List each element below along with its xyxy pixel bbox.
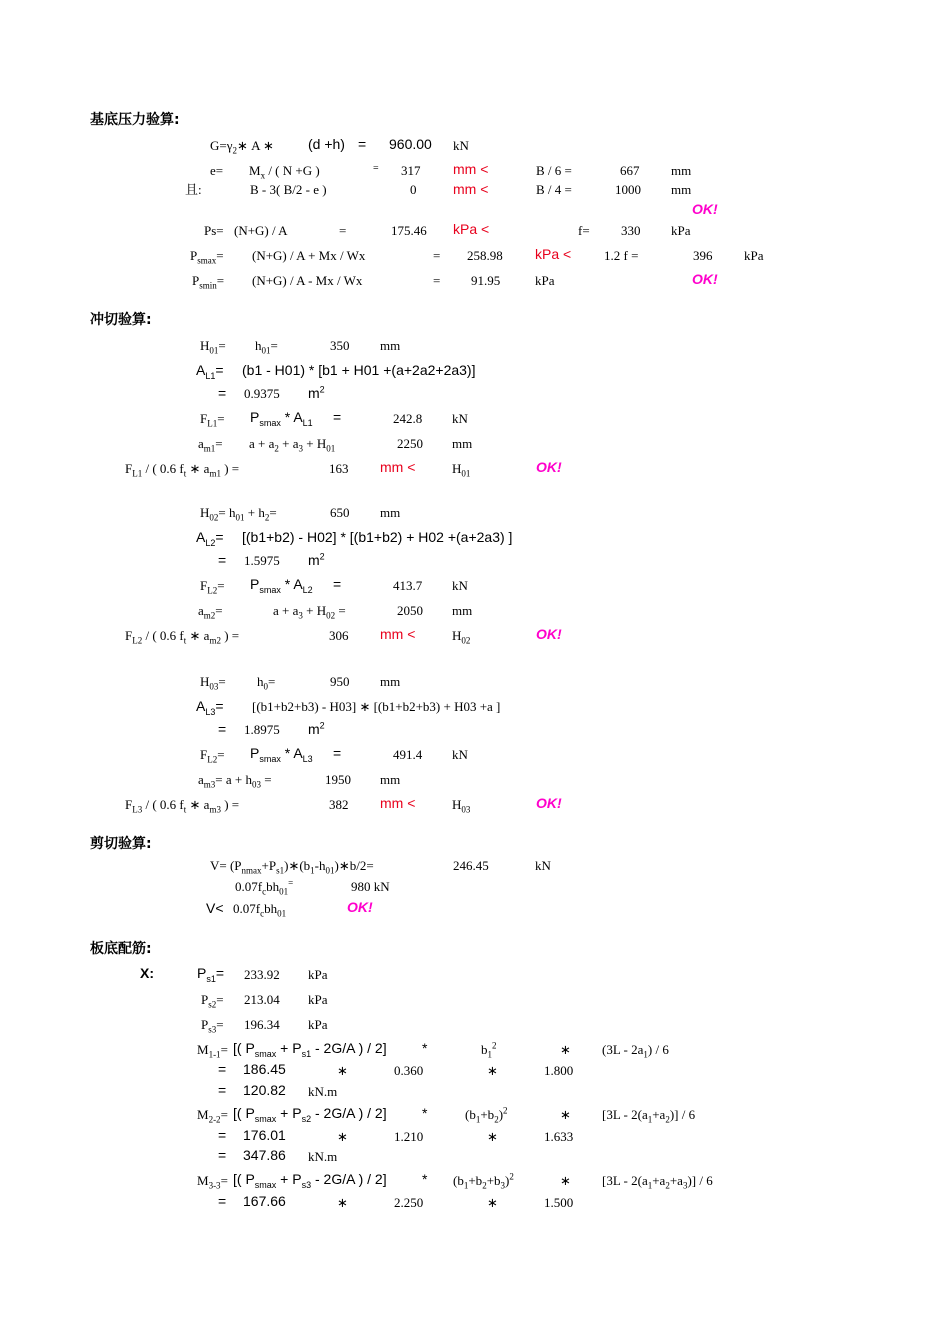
ok-badge-punch-3: OK! <box>536 795 562 811</box>
section-title-shear: 剪切验算: <box>90 836 152 852</box>
AL1-label: $A_{L1}=$ <box>196 362 224 381</box>
punch-check-1-formula: $F_{L1}$ / ( 0.6 $f_t$ ∗ $a_{m1}$ ) = <box>125 461 240 479</box>
H02-unit: mm <box>380 505 401 520</box>
e-formula: $M_x$ / ( N +G ) <box>249 163 320 181</box>
q-compare: mm < <box>453 181 489 197</box>
h0-label: $h_0=$ <box>257 674 276 692</box>
pmin-label: $P_{smin}=$ <box>192 273 225 291</box>
ps3-label: $P_{s3}=$ <box>201 1017 224 1035</box>
ok-badge-shear: OK! <box>347 899 373 915</box>
am1-unit: mm <box>452 436 473 451</box>
q-value: 0 <box>410 182 417 197</box>
H03-value: 950 <box>330 674 350 689</box>
e-value: 317 <box>401 163 421 178</box>
AL3-value: 1.8975 <box>244 722 280 737</box>
ps-compare: kPa < <box>453 221 490 237</box>
V-value: 246.45 <box>453 858 489 873</box>
FL2-value: 413.7 <box>393 578 423 593</box>
punch-check-2-value: 306 <box>329 628 349 643</box>
M2-result: 347.86 <box>243 1147 286 1163</box>
b6-label: B / 6 = <box>536 163 572 178</box>
FL1-equals: = <box>333 409 342 425</box>
q-formula: B - 3( B/2 - e ) <box>250 182 327 197</box>
b6-value: 667 <box>620 163 640 178</box>
ps3-unit: kPa <box>308 1017 328 1032</box>
am2-label: $a_{m2}=$ <box>198 603 223 621</box>
M3-term3-value: 1.500 <box>544 1195 574 1210</box>
f-label: f= <box>578 223 590 238</box>
FL3-unit: kN <box>452 747 468 762</box>
section-title-punching: 冲切验算: <box>90 312 152 328</box>
M2-term1-value: 176.01 <box>243 1127 286 1143</box>
am1-formula: $a + a_2 + a_3 + H_{01}$ <box>249 436 336 454</box>
M2-unit: kN.m <box>308 1149 338 1164</box>
pmax-value: 258.98 <box>467 248 503 263</box>
H03-label: $H_{03}=$ <box>200 674 226 692</box>
qie-label: 且: <box>185 182 202 197</box>
Vc-formula: $0.07f_cbh_{01}^=$ <box>235 877 294 897</box>
AL3-formula: [(b1+b2+b3) - H03] ∗ [(b1+b2+b3) + H03 +a ] <box>252 699 501 714</box>
M1-b-term: $b_1^2$ <box>481 1040 497 1060</box>
H03-unit: mm <box>380 674 401 689</box>
M2-times-3: ∗ <box>337 1129 348 1144</box>
am3-value: 1950 <box>325 772 351 787</box>
AL2-label: $A_{L2}=$ <box>196 529 224 548</box>
M3-term2-value: 2.250 <box>394 1195 424 1210</box>
am1-value: 2250 <box>397 436 423 451</box>
ps1-unit: kPa <box>308 967 328 982</box>
M2-equals-2: = <box>218 1147 227 1163</box>
M1-unit: kN.m <box>308 1084 338 1099</box>
am2-formula: $a + a_3 + H_{02}$ = <box>273 603 346 621</box>
pmax-compare: kPa < <box>535 246 572 262</box>
M3-term1-value: 167.66 <box>243 1193 286 1209</box>
M2-times-1: * <box>422 1105 428 1121</box>
M1-length-term: $(3L - 2a_1) / 6$ <box>602 1042 669 1060</box>
FL3-formula: $P_{smax} * A_{L3}$ <box>250 745 313 764</box>
b4-value: 1000 <box>615 182 641 197</box>
G-value: 960.00 <box>389 136 432 152</box>
am2-unit: mm <box>452 603 473 618</box>
f-unit: kPa <box>671 223 691 238</box>
direction-x-label: X: <box>140 965 154 981</box>
AL2-equals: = <box>218 552 227 568</box>
FL2-label: $F_{L2}=$ <box>200 578 225 596</box>
pmax-label: $P_{smax}=$ <box>190 248 224 266</box>
b4-label: B / 4 = <box>536 182 572 197</box>
section-title-base-pressure: 基底压力验算: <box>90 112 180 128</box>
punch-check-1-compare: mm < <box>380 459 416 475</box>
b6-unit: mm <box>671 163 692 178</box>
e-label: e= <box>210 163 224 178</box>
b4-unit: mm <box>671 182 692 197</box>
AL3-equals: = <box>218 721 227 737</box>
pmin-value: 91.95 <box>471 273 501 288</box>
G-unit: kN <box>453 138 469 153</box>
FL3-value: 491.4 <box>393 747 423 762</box>
punch-check-2-compare: mm < <box>380 626 416 642</box>
M2-label: $M_{2-2}=$ <box>197 1107 228 1125</box>
ok-badge-punch-1: OK! <box>536 459 562 475</box>
H01-unit: mm <box>380 338 401 353</box>
punch-check-2-limit: $H_{02}$ <box>452 628 471 646</box>
ok-badge-punch-2: OK! <box>536 626 562 642</box>
M3-times-3: ∗ <box>337 1195 348 1210</box>
punch-check-3-value: 382 <box>329 797 349 812</box>
AL2-unit: $m^2$ <box>308 551 325 568</box>
punch-check-1-value: 163 <box>329 461 349 476</box>
section-title-reinforcement: 板底配筋: <box>90 941 152 957</box>
AL2-formula: [(b1+b2) - H02] * [(b1+b2) + H02 +(a+2a3) ] <box>242 529 513 545</box>
FL2-formula: $P_{smax} * A_{L2}$ <box>250 576 313 595</box>
ps-value: 175.46 <box>391 223 427 238</box>
M2-b-term: $(b_1+b_2)^2$ <box>465 1105 508 1125</box>
M2-term2-value: 1.210 <box>394 1129 424 1144</box>
M1-term1-value: 186.45 <box>243 1061 286 1077</box>
M3-b-term: $(b_1+b_2+b_3)^2$ <box>453 1171 514 1191</box>
M1-times-1: * <box>422 1040 428 1056</box>
M1-times-4: ∗ <box>487 1063 498 1078</box>
M3-times-1: * <box>422 1171 428 1187</box>
punch-check-1-limit: $H_{01}$ <box>452 461 471 479</box>
M3-label: $M_{3-3}=$ <box>197 1173 228 1191</box>
ps2-label: $P_{s2}=$ <box>201 992 224 1010</box>
ps-equals: = <box>339 223 347 238</box>
M2-equals-1: = <box>218 1127 227 1143</box>
M3-length-term: $[3L - 2(a_1+a_2+a_3)] / 6$ <box>602 1173 713 1191</box>
ok-badge-pressure: OK! <box>692 271 718 287</box>
ps2-unit: kPa <box>308 992 328 1007</box>
M2-formula: [( $P_{smax} + P_{s2} - 2G/A$ ) / 2] <box>233 1105 387 1124</box>
AL1-value: 0.9375 <box>244 386 280 401</box>
pmin-equals: = <box>433 273 441 288</box>
M1-result: 120.82 <box>243 1082 286 1098</box>
FL2-equals: = <box>333 576 342 592</box>
M1-term2-value: 0.360 <box>394 1063 424 1078</box>
G-equals: = <box>358 136 367 152</box>
AL2-value: 1.5975 <box>244 553 280 568</box>
FL1-value: 242.8 <box>393 411 423 426</box>
H02-value: 650 <box>330 505 350 520</box>
M1-times-3: ∗ <box>337 1063 348 1078</box>
M1-label: $M_{1-1}=$ <box>197 1042 228 1060</box>
M2-times-2: ∗ <box>560 1107 571 1122</box>
H01-label: $H_{01}=$ <box>200 338 226 356</box>
FL3-label: $F_{L2}=$ <box>200 747 225 765</box>
FL1-formula: $P_{smax} * A_{L1}$ <box>250 409 313 428</box>
ps1-label: $P_{s1}=$ <box>197 965 225 984</box>
V-check-formula: $0.07f_cbh_{01}$ <box>233 901 287 919</box>
ps-formula: (N+G) / A <box>234 223 288 238</box>
Vc-value: 980 kN <box>351 879 390 894</box>
M2-times-4: ∗ <box>487 1129 498 1144</box>
FL1-label: $F_{L1}=$ <box>200 411 225 429</box>
V-check-label: V< <box>206 900 224 916</box>
M3-formula: [( $P_{smax} + P_{s3} - 2G/A$ ) / 2] <box>233 1171 387 1190</box>
pmax-equals: = <box>433 248 441 263</box>
M2-length-term: $[3L - 2(a_1+a_2)] / 6$ <box>602 1107 696 1125</box>
punch-check-3-compare: mm < <box>380 795 416 811</box>
pmin-unit: kPa <box>535 273 555 288</box>
AL3-label: $A_{L3}=$ <box>196 698 224 717</box>
AL3-unit: $m^2$ <box>308 720 325 737</box>
V-formula: $V= (P_{nmax}+P_{s1})∗(b_1-h_{01})∗b/2=$ <box>210 858 374 876</box>
am1-label: $a_{m1}=$ <box>198 436 223 454</box>
AL1-formula: (b1 - H01) * [b1 + H01 +(a+2a2+2a3)] <box>242 362 476 378</box>
punch-check-3-formula: $F_{L3}$ / ( 0.6 $f_t$ ∗ $a_{m3}$ ) = <box>125 797 240 815</box>
am3-label: $a_{m3}= a + h_{03}$ = <box>198 772 272 790</box>
ps2-value: 213.04 <box>244 992 280 1007</box>
FL3-equals: = <box>333 745 342 761</box>
pmax-formula: (N+G) / A + Mx / Wx <box>252 248 366 263</box>
V-unit: kN <box>535 858 551 873</box>
M1-equals-1: = <box>218 1061 227 1077</box>
H02-label: $H_{02}= h_{01} + h_2=$ <box>200 505 277 523</box>
M1-term3-value: 1.800 <box>544 1063 574 1078</box>
ps1-value: 233.92 <box>244 967 280 982</box>
M1-formula: [( $P_{smax} + P_{s1} - 2G/A$ ) / 2] <box>233 1040 387 1059</box>
FL2-unit: kN <box>452 578 468 593</box>
f12-value: 396 <box>693 248 713 263</box>
ps-label: Ps= <box>204 223 224 238</box>
f12-unit: kPa <box>744 248 764 263</box>
H01-value: 350 <box>330 338 350 353</box>
am2-value: 2050 <box>397 603 423 618</box>
ok-badge-eccentricity: OK! <box>692 201 718 217</box>
M3-times-4: ∗ <box>487 1195 498 1210</box>
e-compare: mm < <box>453 161 489 177</box>
f-value: 330 <box>621 223 641 238</box>
e-equals: = <box>373 163 379 174</box>
AL1-equals: = <box>218 385 227 401</box>
pmin-formula: (N+G) / A - Mx / Wx <box>252 273 363 288</box>
M3-equals-1: = <box>218 1193 227 1209</box>
M2-term3-value: 1.633 <box>544 1129 574 1144</box>
M1-times-2: ∗ <box>560 1042 571 1057</box>
G-depth-term: (d +h) <box>308 136 345 152</box>
ps3-value: 196.34 <box>244 1017 280 1032</box>
AL1-unit: $m^2$ <box>308 384 325 401</box>
punch-check-2-formula: $F_{L2}$ / ( 0.6 $f_t$ ∗ $a_{m2}$ ) = <box>125 628 240 646</box>
M3-times-2: ∗ <box>560 1173 571 1188</box>
h01-label: $h_{01}=$ <box>255 338 278 356</box>
M1-equals-2: = <box>218 1082 227 1098</box>
f12-label: 1.2 f = <box>604 248 639 263</box>
punch-check-3-limit: $H_{03}$ <box>452 797 471 815</box>
am3-unit: mm <box>380 772 401 787</box>
FL1-unit: kN <box>452 411 468 426</box>
G-label: $G=\gamma_2∗$ A ∗ <box>210 138 274 156</box>
